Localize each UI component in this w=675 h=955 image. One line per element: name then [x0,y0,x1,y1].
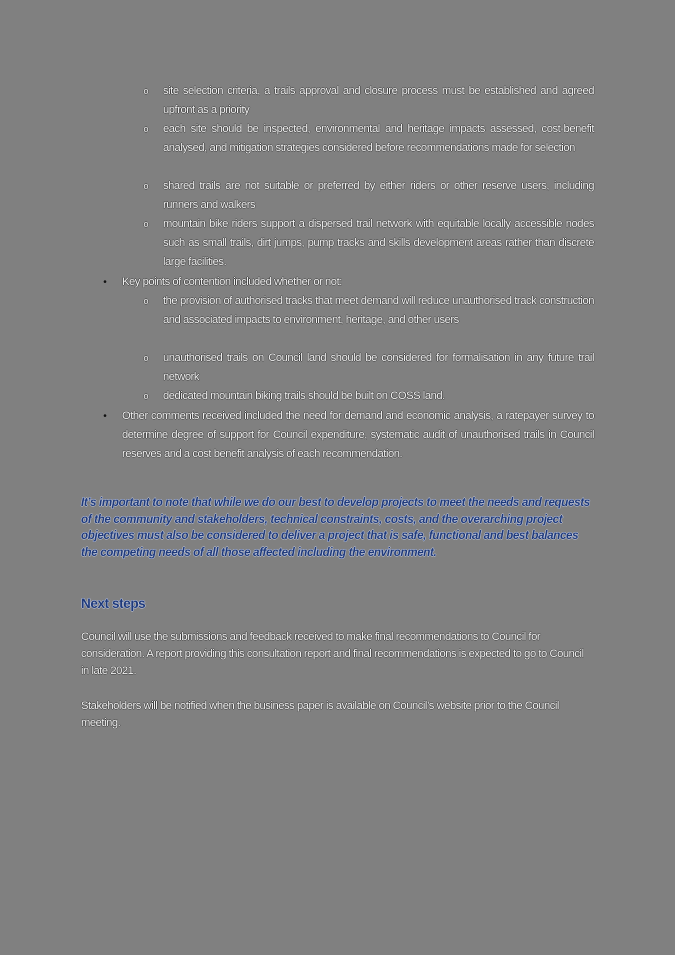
sub-bullet-icon: o [143,219,149,229]
list-item-authorised-tracks: the provision of authorised tracks that meet demand will reduce unauthorised track construction and associated impacts to environment, heritage, and other users [163,295,594,326]
important-note: It’s important to note that while we do our best to develop projects to meet the needs and requests of the community and stakeholders, technical constraints, costs, and the overarching project objectives must also be considered to deliver a project that is safe, functional and best balances the competing needs of all those affected including the environment. [81,496,590,559]
list-item-site-inspection: each site should be inspected, environmental and heritage impacts assessed, cost-benefit analysed, and mitigation strategies considered before recommendations made for selection [163,123,594,154]
sub-bullet-icon: o [143,391,149,401]
list-item-other-comments: Other comments received included the need for demand and economic analysis, a ratepayer survey to determine degree of support for Council expenditure, systematic audit of unauthorised trails in Council reserves and a cost benefit analysis of each recommendation. [122,410,594,460]
bullet-icon: • [103,411,107,422]
paragraph-recommendations: Council will use the submissions and feedback received to make final recommendations to Council for consideration. A report providing this consultation report and final recommendations is expected to go to Council in late 2021. [81,631,584,677]
sub-bullet-icon: o [143,296,149,306]
sub-bullet-icon: o [143,124,149,134]
sub-bullet-icon: o [143,86,149,96]
sub-bullet-icon: o [143,353,149,363]
paragraph-stakeholder-notice: Stakeholders will be notified when the business paper is available on Council’s website prior to the Council meeting. [81,700,559,729]
list-item-dispersed-network: mountain bike riders support a dispersed trail network with equitable locally accessible nodes such as small trails, dirt jumps, pump tracks and skills development areas rather than discrete large facilities. [163,218,594,268]
bullet-icon: • [103,277,107,288]
list-item-shared-trails: shared trails are not suitable or preferred by either riders or other reserve users, including runners and walkers [163,180,594,211]
list-item-unauthorised-trails: unauthorised trails on Council land should be considered for formalisation in any future trail network [163,352,594,383]
sub-bullet-icon: o [143,181,149,191]
list-item-coss-land: dedicated mountain biking trails should be built on COSS land. [163,390,445,402]
list-item-site-selection: site selection criteria, a trails approval and closure process must be established and agreed upfront as a priority [163,85,594,116]
section-heading-next-steps: Next steps [81,596,146,611]
list-item-contention-label: Key points of contention included whether or not: [122,276,342,288]
